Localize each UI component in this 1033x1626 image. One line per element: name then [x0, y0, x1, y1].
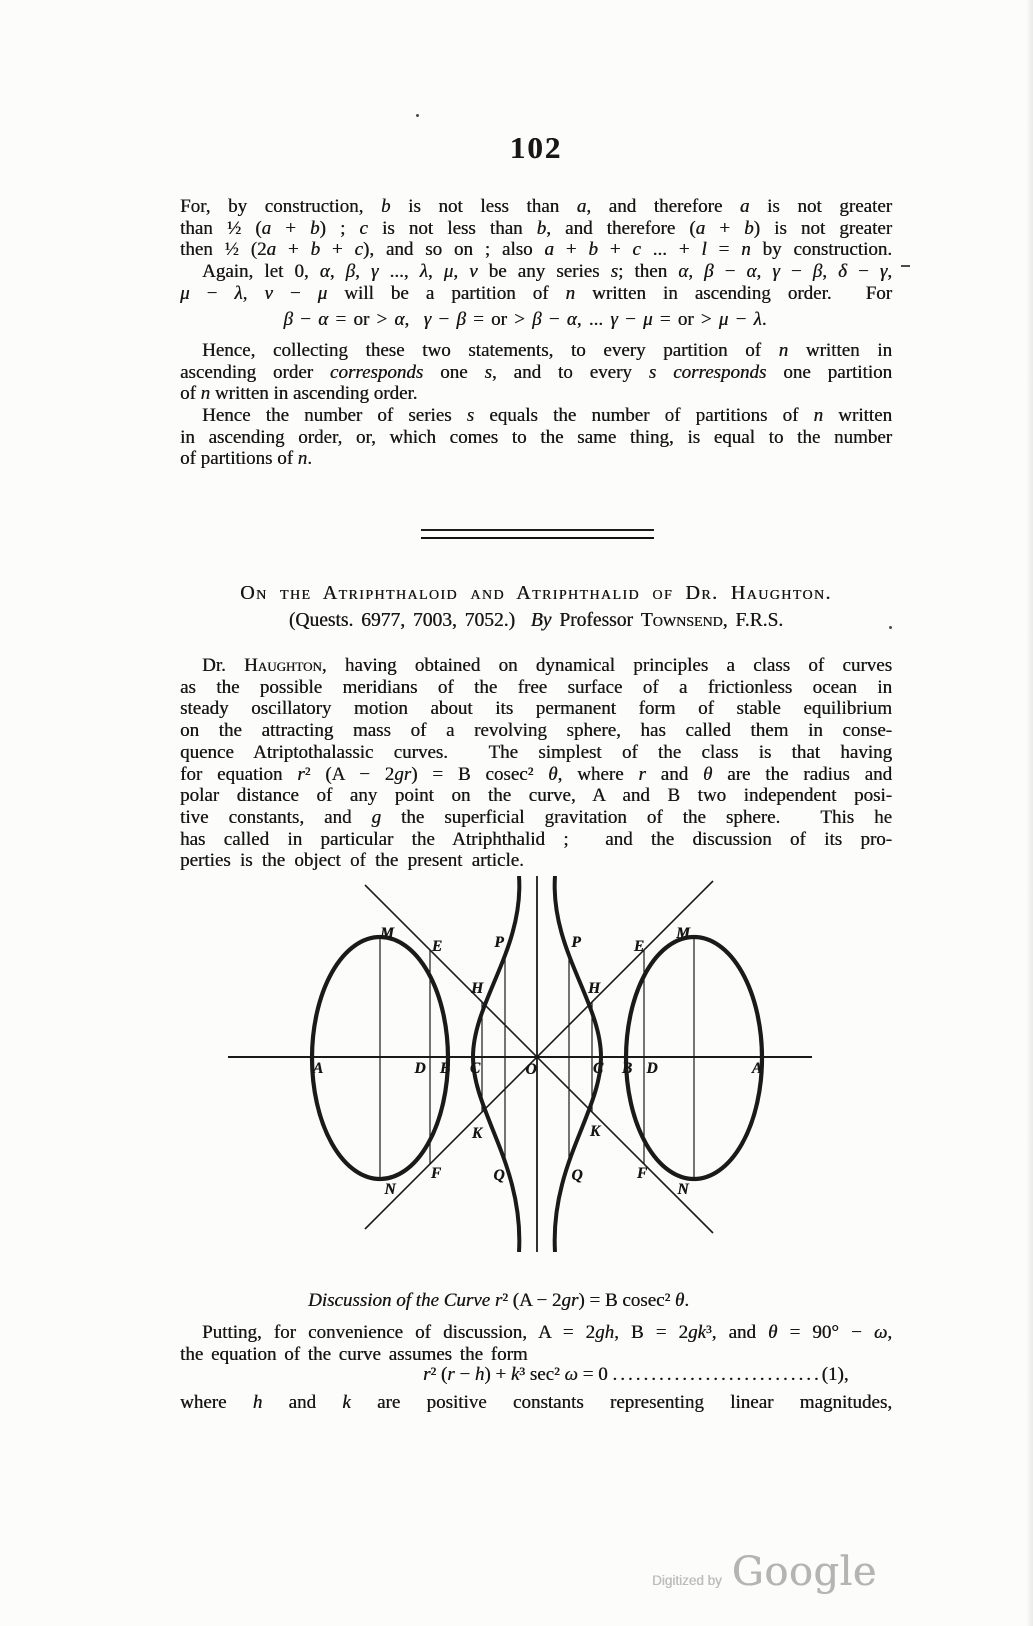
figure-label-Q: Q — [571, 1167, 583, 1184]
figure-caption: Discussion of the Curve r² (A − 2gr) = B cosec² θ. — [308, 1290, 690, 1311]
figure-label-D: D — [646, 1060, 658, 1077]
descending-diagonal — [365, 885, 713, 1233]
text-line: ascending order corresponds one s, and to every s corresponds one partition — [180, 361, 893, 383]
intro-paragraph-2 — [180, 340, 892, 405]
article-byline: (Quests. 6977, 7003, 7052.) By Professor Townsend, F.R.S. — [288, 610, 784, 631]
text-line: in ascending order, or, which comes to the same thing, is equal to the number — [180, 426, 892, 448]
inequality-equation: β − α = or > α, γ − β = or > β − α, ... γ − μ = or > μ − λ. — [283, 309, 767, 330]
figure-label-P: P — [571, 934, 581, 951]
figure-label-C: C — [469, 1060, 481, 1077]
text-line: For, by construction, b is not less than a, and therefore a is not greater — [180, 196, 892, 217]
figure-label-C: C — [592, 1060, 604, 1077]
equation-1-formula: r² (r − h) + k³ sec² ω = 0 — [423, 1364, 613, 1385]
text-line: Again, let 0, α, β, γ ..., λ, μ, ν be any series s; then α, β − α, γ − β, δ − γ, — [202, 261, 893, 283]
page-edge-shading — [1026, 0, 1033, 1626]
figure-label-B: B — [439, 1060, 451, 1077]
scan-dash-margin — [901, 265, 910, 267]
text-line: polar distance of any point on the curve, A and B two independent posi- — [180, 785, 892, 807]
equation-1-leader-dots: ........................... — [612, 1364, 822, 1385]
scan-speck — [889, 626, 892, 629]
article-paragraph-1 — [180, 655, 892, 872]
figure-label-H: H — [470, 980, 484, 997]
article-paragraph-2 — [180, 1322, 892, 1365]
figure-label-N: N — [677, 1181, 689, 1198]
text-line: where h and k are positive constants representing linear magnitudes, — [180, 1392, 893, 1413]
figure-label-K: K — [589, 1123, 601, 1140]
article-title: On the Atriphthaloid and Atriphthalid of Dr. Haughton. — [240, 582, 832, 604]
figure-label-E: E — [431, 938, 443, 955]
equation-1 — [423, 1364, 849, 1386]
figure-label-P: P — [494, 934, 504, 951]
figure-label-E: E — [633, 938, 645, 955]
figure-label-N: N — [384, 1181, 396, 1198]
figure-label-M: M — [676, 925, 690, 942]
figure-label-Q: Q — [493, 1167, 505, 1184]
figure-label-F: F — [636, 1165, 648, 1182]
digitized-by-text: Digitized by — [652, 1573, 722, 1588]
intro-paragraph-3 — [180, 405, 892, 470]
text-line: Hence the number of series s equals the number of partitions of n written — [202, 405, 893, 426]
section-divider-rule — [421, 529, 654, 539]
text-line: Putting, for convenience of discussion, A = 2gh, B = 2gk³, and θ = 90° − ω, — [202, 1322, 893, 1343]
text-line: the equation of the curve assumes the form — [180, 1343, 528, 1365]
article-paragraph-3 — [180, 1392, 892, 1414]
equation-1-number: (1), — [821, 1364, 849, 1385]
figure-label-D: D — [414, 1060, 426, 1077]
figure-label-A: A — [751, 1060, 763, 1077]
figure-label-K: K — [471, 1125, 483, 1142]
scan-speck — [416, 114, 419, 117]
text-line: perties is the object of the present article. — [180, 850, 524, 872]
page-number: 102 — [509, 130, 563, 165]
text-line: of partitions of n. — [180, 448, 312, 470]
curve-diagram — [225, 876, 815, 1257]
text-line: on the attracting mass of a revolving sphere, has called them in conse- — [180, 720, 892, 742]
google-logo: Google — [731, 1549, 877, 1595]
text-line: Dr. Haughton, having obtained on dynamical principles a class of curves — [202, 655, 892, 676]
text-line: of n written in ascending order. — [180, 383, 418, 405]
figure-label-H: H — [587, 980, 601, 997]
intro-paragraph-1 — [180, 196, 892, 305]
figure-label-M: M — [380, 925, 394, 942]
ascending-diagonal — [365, 881, 713, 1229]
text-line: for equation r² (A − 2gr) = B cosec² θ, where r and θ are the radius and — [180, 763, 893, 785]
text-line: μ − λ, ν − μ will be a partition of n written in ascending order. For — [180, 282, 892, 304]
text-line: then ½ (2a + b + c), and so on ; also a + b + c ... + l = n by construction. — [180, 239, 893, 261]
text-line: than ½ (a + b) ; c is not less than b, and therefore (a + b) is not greater — [180, 217, 893, 239]
figure-label-O: O — [525, 1061, 537, 1078]
text-line: has called in particular the Atriphthalid ; and the discussion of its pro- — [180, 828, 892, 850]
text-line: steady oscillatory motion about its permanent form of stable equilibrium — [180, 698, 892, 720]
curve-diagram-svg — [225, 876, 815, 1252]
figure-label-A: A — [312, 1060, 324, 1077]
figure-label-B: B — [621, 1060, 633, 1077]
text-line: as the possible meridians of the free surface of a frictionless ocean in — [180, 676, 892, 698]
figure-label-F: F — [430, 1165, 442, 1182]
watermark — [652, 1549, 877, 1595]
text-line: quence Atriptothalassic curves. The simplest of the class is that having — [180, 741, 892, 763]
text-line: tive constants, and g the superficial gravitation of the sphere. This he — [180, 806, 892, 828]
text-line: Hence, collecting these two statements, to every partition of n written in — [202, 340, 892, 361]
